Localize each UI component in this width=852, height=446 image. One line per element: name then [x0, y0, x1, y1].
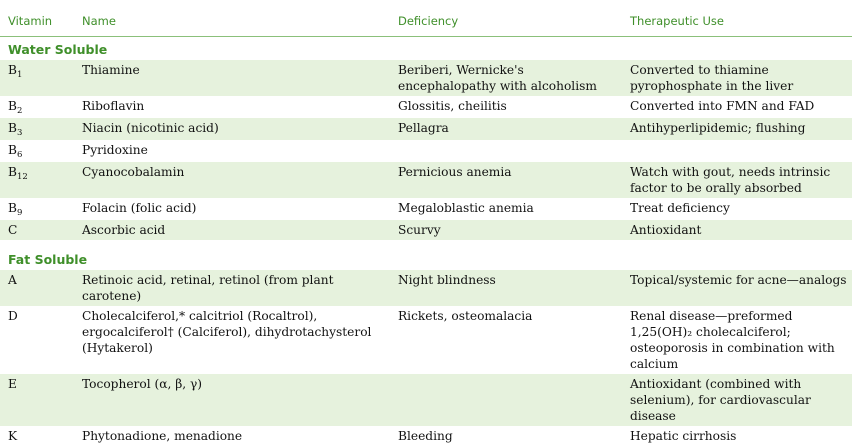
- table-row: [0, 270, 852, 306]
- therapeutic-use-cell: Treat deficiency: [622, 198, 852, 220]
- therapeutic-use-cell: Antioxidant: [622, 220, 852, 240]
- vitamin-cell: [0, 198, 74, 220]
- vitamin-subscript: 12: [17, 172, 28, 182]
- vitamin-cell: [0, 270, 74, 306]
- section-title: Fat Soluble: [0, 240, 852, 270]
- therapeutic-use-cell: Converted to thiamine pyrophosphate in the liver: [622, 60, 852, 96]
- deficiency-cell: Megaloblastic anemia: [390, 198, 622, 220]
- vitamin-subscript: 9: [17, 208, 22, 218]
- name-cell: Pyridoxine: [74, 140, 390, 162]
- section-header-row: [0, 240, 852, 270]
- vitamin-subscript: 2: [17, 106, 22, 116]
- name-cell: Phytonadione, menadione: [74, 426, 390, 446]
- therapeutic-use-cell: Converted into FMN and FAD: [622, 96, 852, 118]
- vitamin-letter: B: [8, 165, 17, 179]
- vitamin-cell: [0, 162, 74, 198]
- vitamin-letter: K: [8, 429, 17, 443]
- name-cell: Cyanocobalamin: [74, 162, 390, 198]
- table-row: [0, 60, 852, 96]
- table-row: [0, 198, 852, 220]
- deficiency-cell: Scurvy: [390, 220, 622, 240]
- vitamin-cell: [0, 306, 74, 374]
- table-header: [0, 0, 852, 37]
- name-cell: Thiamine: [74, 60, 390, 96]
- vitamin-letter: B: [8, 121, 17, 135]
- vitamin-cell: [0, 60, 74, 96]
- therapeutic-use-cell: Topical/systemic for acne—analogs: [622, 270, 852, 306]
- vitamin-letter: B: [8, 143, 17, 157]
- vitamin-cell: [0, 374, 74, 426]
- table-row: [0, 162, 852, 198]
- vitamin-letter: C: [8, 223, 17, 237]
- deficiency-cell: Pernicious anemia: [390, 162, 622, 198]
- vitamin-letter: B: [8, 99, 17, 113]
- header-row: [0, 0, 852, 37]
- name-cell: Cholecalciferol,* calcitriol (Rocaltrol), ergocalciferol† (Calciferol), dihydrotachysterol (Hytakerol): [74, 306, 390, 374]
- name-cell: Niacin (nicotinic acid): [74, 118, 390, 140]
- name-cell: Ascorbic acid: [74, 220, 390, 240]
- deficiency-cell: Night blindness: [390, 270, 622, 306]
- vitamin-subscript: 1: [17, 70, 22, 80]
- name-cell: Riboflavin: [74, 96, 390, 118]
- table-row: [0, 140, 852, 162]
- vitamin-cell: [0, 220, 74, 240]
- table-row: [0, 220, 852, 240]
- therapeutic-use-cell: Antihyperlipidemic; flushing: [622, 118, 852, 140]
- vitamin-letter: B: [8, 201, 17, 215]
- vitamin-letter: A: [8, 273, 17, 287]
- header-name: Name: [74, 0, 390, 37]
- deficiency-cell: Glossitis, cheilitis: [390, 96, 622, 118]
- therapeutic-use-cell: Renal disease—preformed 1,25(OH)₂ cholecalciferol; osteoporosis in combination with calcium: [622, 306, 852, 374]
- deficiency-cell: [390, 374, 622, 426]
- therapeutic-use-cell: Antioxidant (combined with selenium), for cardiovascular disease: [622, 374, 852, 426]
- table-row: [0, 426, 852, 446]
- table-row: [0, 306, 852, 374]
- name-cell: Folacin (folic acid): [74, 198, 390, 220]
- vitamin-cell: [0, 96, 74, 118]
- therapeutic-use-cell: [622, 140, 852, 162]
- vitamin-cell: [0, 118, 74, 140]
- header-deficiency: Deficiency: [390, 0, 622, 37]
- vitamin-subscript: 6: [17, 150, 22, 160]
- vitamin-letter: E: [8, 377, 17, 391]
- deficiency-cell: Bleeding: [390, 426, 622, 446]
- vitamin-letter: D: [8, 309, 18, 323]
- section-header-row: [0, 37, 852, 61]
- deficiency-cell: [390, 140, 622, 162]
- header-therapeutic-use: Therapeutic Use: [622, 0, 852, 37]
- table-row: [0, 118, 852, 140]
- name-cell: Retinoic acid, retinal, retinol (from plant carotene): [74, 270, 390, 306]
- therapeutic-use-cell: Watch with gout, needs intrinsic factor to be orally absorbed: [622, 162, 852, 198]
- deficiency-cell: Rickets, osteomalacia: [390, 306, 622, 374]
- table-row: [0, 374, 852, 426]
- table-body: [0, 37, 852, 446]
- vitamin-subscript: 3: [17, 128, 22, 138]
- vitamin-cell: [0, 426, 74, 446]
- deficiency-cell: Pellagra: [390, 118, 622, 140]
- header-vitamin: Vitamin: [0, 0, 74, 37]
- section-title: Water Soluble: [0, 37, 852, 61]
- deficiency-cell: Beriberi, Wernicke's encephalopathy with alcoholism: [390, 60, 622, 96]
- vitamin-cell: [0, 140, 74, 162]
- vitamin-letter: B: [8, 63, 17, 77]
- table-row: [0, 96, 852, 118]
- name-cell: Tocopherol (α, β, γ): [74, 374, 390, 426]
- therapeutic-use-cell: Hepatic cirrhosis: [622, 426, 852, 446]
